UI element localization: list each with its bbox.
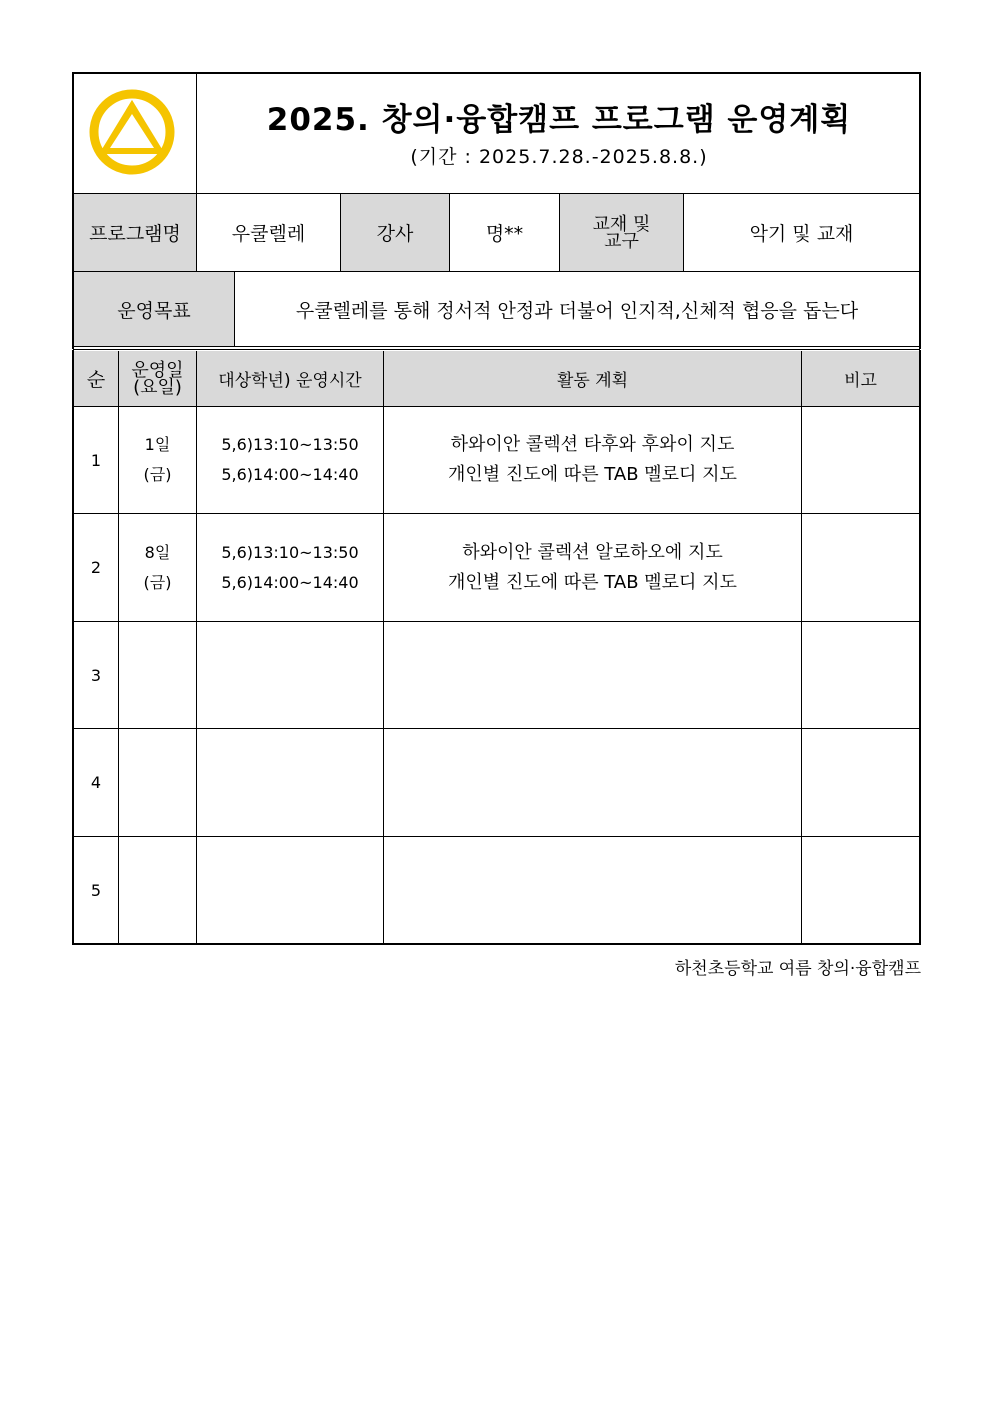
row1-time bbox=[197, 407, 383, 513]
program-label: 프로그램명 bbox=[74, 194, 196, 271]
row2-weekday: (금) bbox=[143, 572, 172, 592]
row5-order: 5 bbox=[90, 880, 102, 900]
header-date-line1: 운영일 bbox=[131, 359, 184, 381]
row2-activity1: 하와이안 콜렉션 알로하오에 지도 bbox=[462, 541, 723, 563]
header-date bbox=[119, 351, 196, 406]
program-value: 우쿨렐레 bbox=[231, 223, 306, 245]
instructor-label: 강사 bbox=[341, 194, 449, 271]
goal-label: 운영목표 bbox=[74, 272, 234, 347]
row2-time2: 5,6)14:00~14:40 bbox=[221, 572, 359, 592]
row1-date bbox=[119, 407, 196, 513]
row1-weekday: (금) bbox=[143, 465, 172, 484]
row-line bbox=[74, 836, 919, 837]
row2-activity bbox=[384, 514, 801, 621]
row-line bbox=[74, 728, 919, 729]
goal-value: 우쿨렐레를 통해 정서적 안정과 더불어 인지적,신체적 협응을 돕는다 bbox=[295, 300, 859, 322]
row1-activity2: 개인별 진도에 따른 TAB 멜로디 지도 bbox=[448, 464, 737, 485]
header-date-line2: (요일) bbox=[133, 376, 182, 398]
row1-order: 1 bbox=[90, 450, 102, 470]
footer-school-camp: 하천초등학교 여름 창의·융합캠프 bbox=[674, 958, 921, 979]
row2-day: 8일 bbox=[144, 542, 171, 562]
camp-period: (기간 : 2025.7.28.-2025.8.8.) bbox=[410, 145, 708, 168]
row4-order: 4 bbox=[90, 773, 102, 792]
materials-label-line2: 교구 bbox=[604, 230, 639, 252]
materials-label bbox=[560, 194, 683, 271]
row2-order: 2 bbox=[90, 558, 102, 577]
row2-date bbox=[119, 514, 196, 621]
row1-activity1: 하와이안 콜렉션 타후와 후와이 지도 bbox=[450, 434, 735, 455]
page-title: 2025. 창의·융합캠프 프로그램 운영계획 bbox=[266, 101, 852, 138]
double-line-top bbox=[73, 346, 920, 347]
header-order: 순 bbox=[74, 351, 118, 406]
row1-day: 1일 bbox=[144, 435, 171, 454]
row2-time bbox=[197, 514, 383, 621]
row1-time2: 5,6)14:00~14:40 bbox=[221, 465, 359, 484]
school-logo bbox=[86, 86, 178, 178]
header-note: 비고 bbox=[802, 351, 919, 406]
header-target-time: 대상학년) 운영시간 bbox=[197, 351, 383, 406]
row1-activity bbox=[384, 407, 801, 513]
instructor-value: 명** bbox=[485, 223, 524, 245]
row2-activity2: 개인별 진도에 따른 TAB 멜로디 지도 bbox=[448, 571, 737, 593]
row-line bbox=[74, 621, 919, 622]
materials-value: 악기 및 교재 bbox=[749, 223, 854, 245]
materials-label-line1: 교재 및 bbox=[592, 213, 651, 235]
header-activity: 활동 계획 bbox=[384, 351, 801, 406]
logo-icon bbox=[86, 86, 178, 178]
row3-order: 3 bbox=[90, 665, 102, 685]
row1-note bbox=[802, 407, 919, 513]
row2-note bbox=[802, 514, 919, 621]
row2-time1: 5,6)13:10~13:50 bbox=[221, 542, 359, 562]
row1-time1: 5,6)13:10~13:50 bbox=[221, 435, 359, 454]
